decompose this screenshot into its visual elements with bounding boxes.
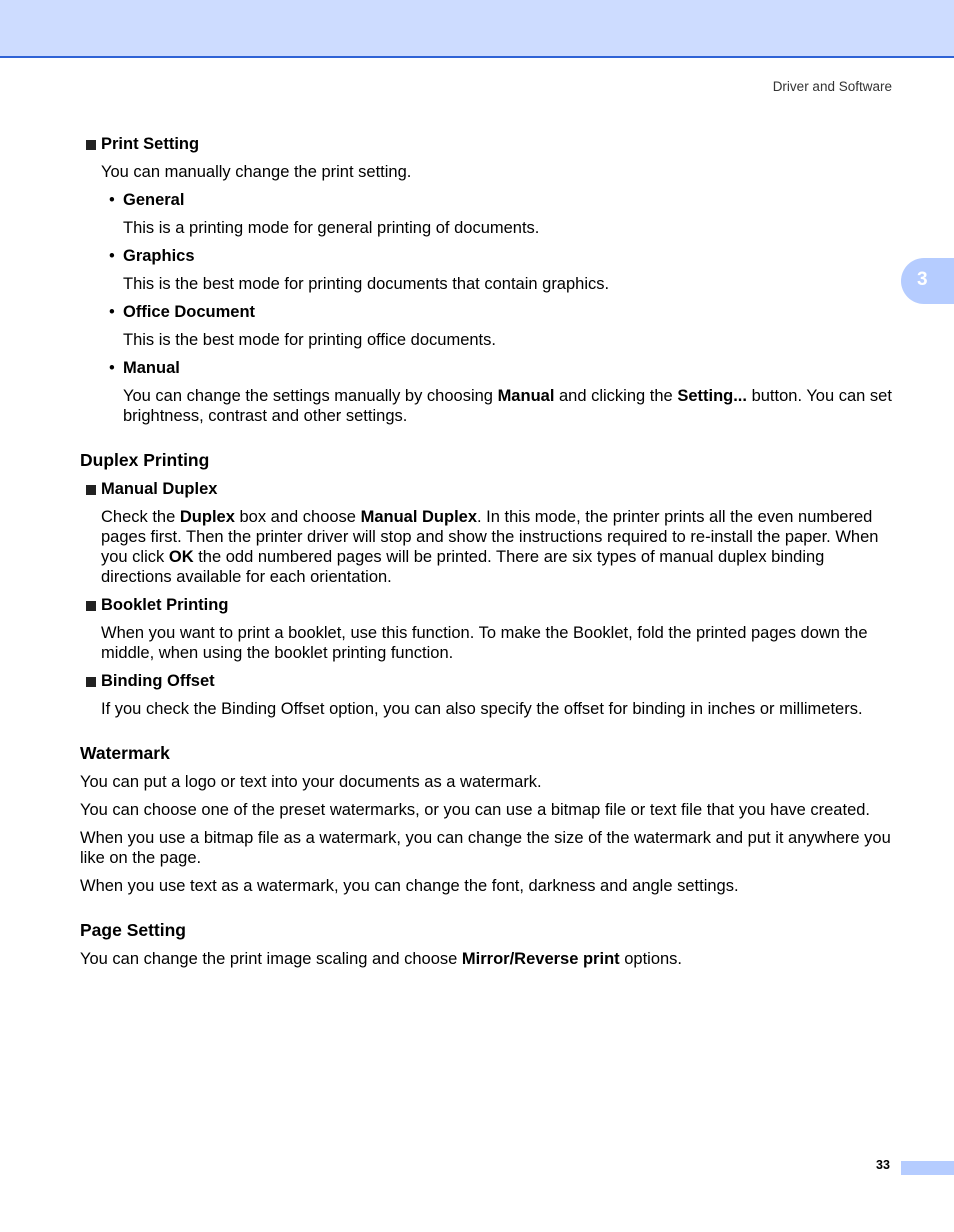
option-title: Office Document (123, 303, 256, 321)
booklet-text: When you want to print a booklet, use this function. To make the Booklet, fold the printed pages down the middle, when using the booklet printing function. (101, 624, 868, 662)
print-setting-options (101, 190, 895, 426)
running-title: Driver and Software (772, 79, 892, 94)
manual-duplex-item (80, 479, 895, 587)
option-general (101, 190, 895, 238)
print-setting-item (80, 134, 895, 426)
bullet-dot-icon: • (109, 191, 115, 209)
chapter-number: 3 (917, 269, 928, 290)
square-bullet-icon (86, 140, 96, 150)
watermark-paragraph: When you use text as a watermark, you can change the font, darkness and angle settings. (80, 877, 739, 895)
duplex-heading: Duplex Printing (80, 450, 210, 470)
option-text: You can change the settings manually by choosing Manual and clicking the Setting... button. You can set brightness, contrast and other settings. (123, 387, 892, 425)
page-setting-heading: Page Setting (80, 920, 186, 940)
print-setting-title: Print Setting (101, 135, 200, 153)
watermark-heading: Watermark (80, 743, 170, 763)
chapter-tab (901, 258, 954, 304)
print-setting-intro: You can manually change the print setting. (101, 163, 412, 181)
option-title: Graphics (123, 247, 195, 265)
watermark-paragraph: When you use a bitmap file as a watermark, you can change the size of the watermark and put it anywhere you like on the page. (80, 829, 891, 867)
option-text: This is the best mode for printing office documents. (123, 331, 496, 349)
bullet-dot-icon: • (109, 359, 115, 377)
option-title: General (123, 191, 185, 209)
binding-offset-item (80, 671, 895, 719)
booklet-item (80, 595, 895, 663)
page-content (80, 134, 895, 969)
manual-duplex-title: Manual Duplex (101, 480, 218, 498)
option-text: This is a printing mode for general printing of documents. (123, 219, 540, 237)
booklet-title: Booklet Printing (101, 596, 229, 614)
page-setting-text: You can change the print image scaling and choose Mirror/Reverse print options. (80, 950, 683, 968)
binding-offset-text: If you check the Binding Offset option, you can also specify the offset for binding in inches or millimeters. (101, 700, 863, 718)
header-band (0, 0, 954, 58)
option-manual (101, 358, 895, 426)
option-graphics (101, 246, 895, 294)
square-bullet-icon (86, 485, 96, 495)
footer-bar (901, 1161, 954, 1175)
binding-offset-title: Binding Offset (101, 672, 215, 690)
watermark-paragraph: You can put a logo or text into your documents as a watermark. (80, 773, 542, 791)
option-text: This is the best mode for printing documents that contain graphics. (123, 275, 610, 293)
bullet-dot-icon: • (109, 247, 115, 265)
square-bullet-icon (86, 601, 96, 611)
option-title: Manual (123, 359, 180, 377)
square-bullet-icon (86, 677, 96, 687)
page-number: 33 (876, 1158, 890, 1172)
manual-duplex-text: Check the Duplex box and choose Manual Duplex. In this mode, the printer prints all the even numbered pages first. Then the printer driver will stop and show the instructions required to re-install the paper. When you click OK the odd numbered pages will be printed. There are six types of manual duplex binding directions available for each orientation. (101, 508, 879, 586)
option-office-document (101, 302, 895, 350)
bullet-dot-icon: • (109, 303, 115, 321)
watermark-paragraph: You can choose one of the preset watermarks, or you can use a bitmap file or text file that you have created. (80, 801, 871, 819)
